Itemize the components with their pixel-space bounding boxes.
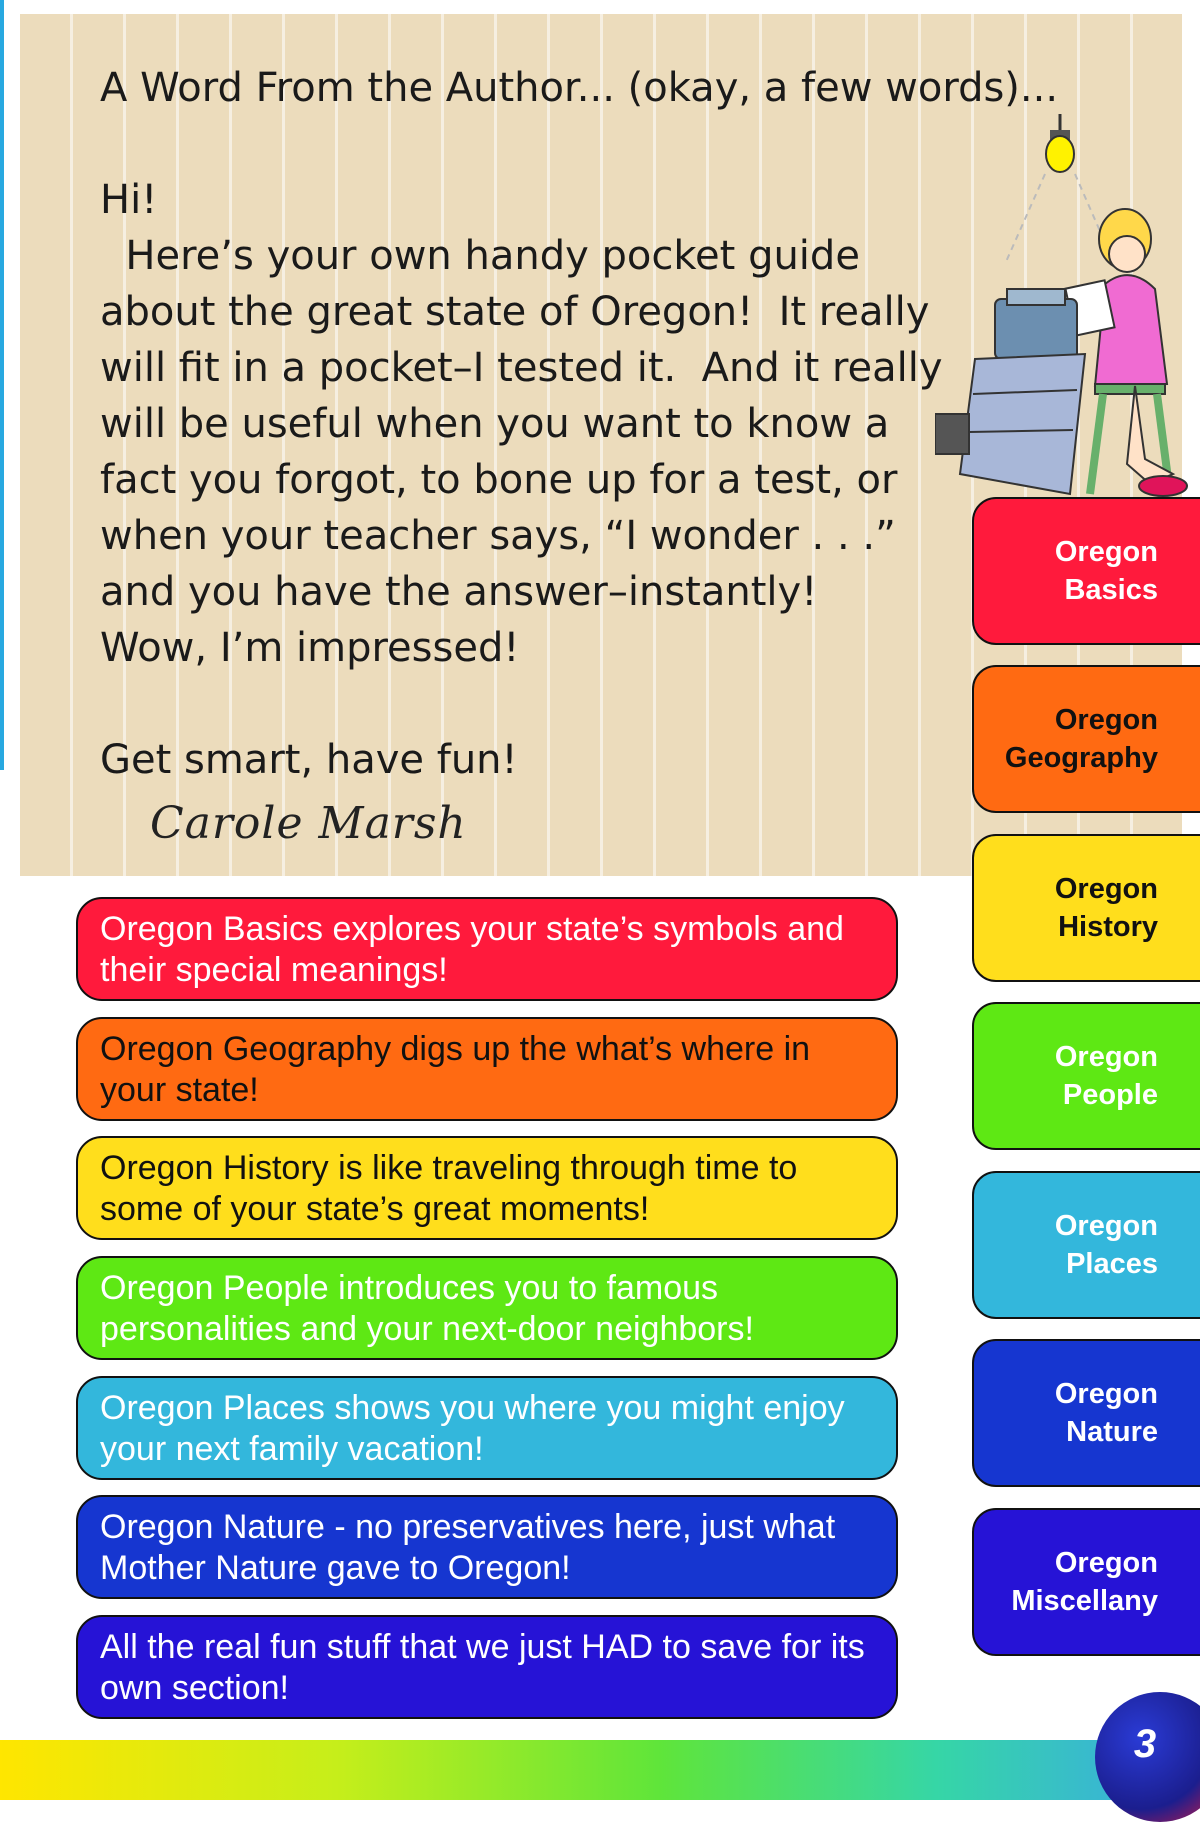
description-miscellany: All the real fun stuff that we just HAD to save for its own section!	[76, 1615, 898, 1719]
author-at-typewriter-illustration	[935, 114, 1200, 504]
tab-oregon-miscellany[interactable]	[972, 1508, 1200, 1656]
tab-oregon-nature[interactable]	[972, 1339, 1200, 1487]
author-letter-text	[100, 60, 1059, 788]
letter-line: about the great state of Oregon! It really	[100, 289, 930, 335]
letter-line: Here’s your own handy pocket guide	[100, 233, 860, 279]
description-geography: Oregon Geography digs up the what’s where in your state!	[76, 1017, 898, 1121]
tab-label: Oregon History	[1054, 873, 1158, 943]
tab-oregon-places[interactable]	[972, 1171, 1200, 1319]
tab-label: Oregon Miscellany	[1011, 1547, 1158, 1617]
letter-line: Wow, I’m impressed!	[100, 625, 520, 671]
rainbow-footer-strip	[0, 1740, 1200, 1800]
left-border-rule	[0, 0, 4, 770]
letter-line: will be useful when you want to know a	[100, 401, 890, 447]
description-people: Oregon People introduces you to famous personalities and your next-door neighbors!	[76, 1256, 898, 1360]
letter-closing: Get smart, have fun!	[100, 737, 518, 783]
tab-oregon-people[interactable]	[972, 1002, 1200, 1150]
tab-oregon-geography[interactable]	[972, 665, 1200, 813]
letter-line: Hi!	[100, 177, 158, 223]
letter-line: will fit in a pocket–I tested it. And it really	[100, 345, 943, 391]
tab-label: Oregon People	[1054, 1041, 1158, 1111]
tab-oregon-basics[interactable]	[972, 497, 1200, 645]
author-signature: Carole Marsh	[150, 798, 467, 849]
description-history: Oregon History is like traveling through time to some of your state’s great moments!	[76, 1136, 898, 1240]
page-number: 3	[1133, 1722, 1157, 1766]
letter-line: and you have the answer–instantly!	[100, 569, 818, 615]
letter-line: when your teacher says, “I wonder . . .”	[100, 513, 896, 559]
letter-heading: A Word From the Author... (okay, a few words)...	[100, 65, 1059, 111]
tab-label: Oregon Geography	[1004, 704, 1158, 774]
letter-blank-line	[100, 676, 980, 732]
description-places: Oregon Places shows you where you might enjoy your next family vacation!	[76, 1376, 898, 1480]
description-basics: Oregon Basics explores your state’s symbols and their special meanings!	[76, 897, 898, 1001]
tab-label: Oregon Basics	[1054, 536, 1158, 606]
description-nature: Oregon Nature - no preservatives here, just what Mother Nature gave to Oregon!	[76, 1495, 898, 1599]
tab-label: Oregon Places	[1054, 1210, 1158, 1280]
tab-oregon-history[interactable]	[972, 834, 1200, 982]
letter-line: fact you forgot, to bone up for a test, or	[100, 457, 898, 503]
letter-blank-line	[100, 116, 980, 172]
tab-label: Oregon Nature	[1054, 1378, 1158, 1448]
